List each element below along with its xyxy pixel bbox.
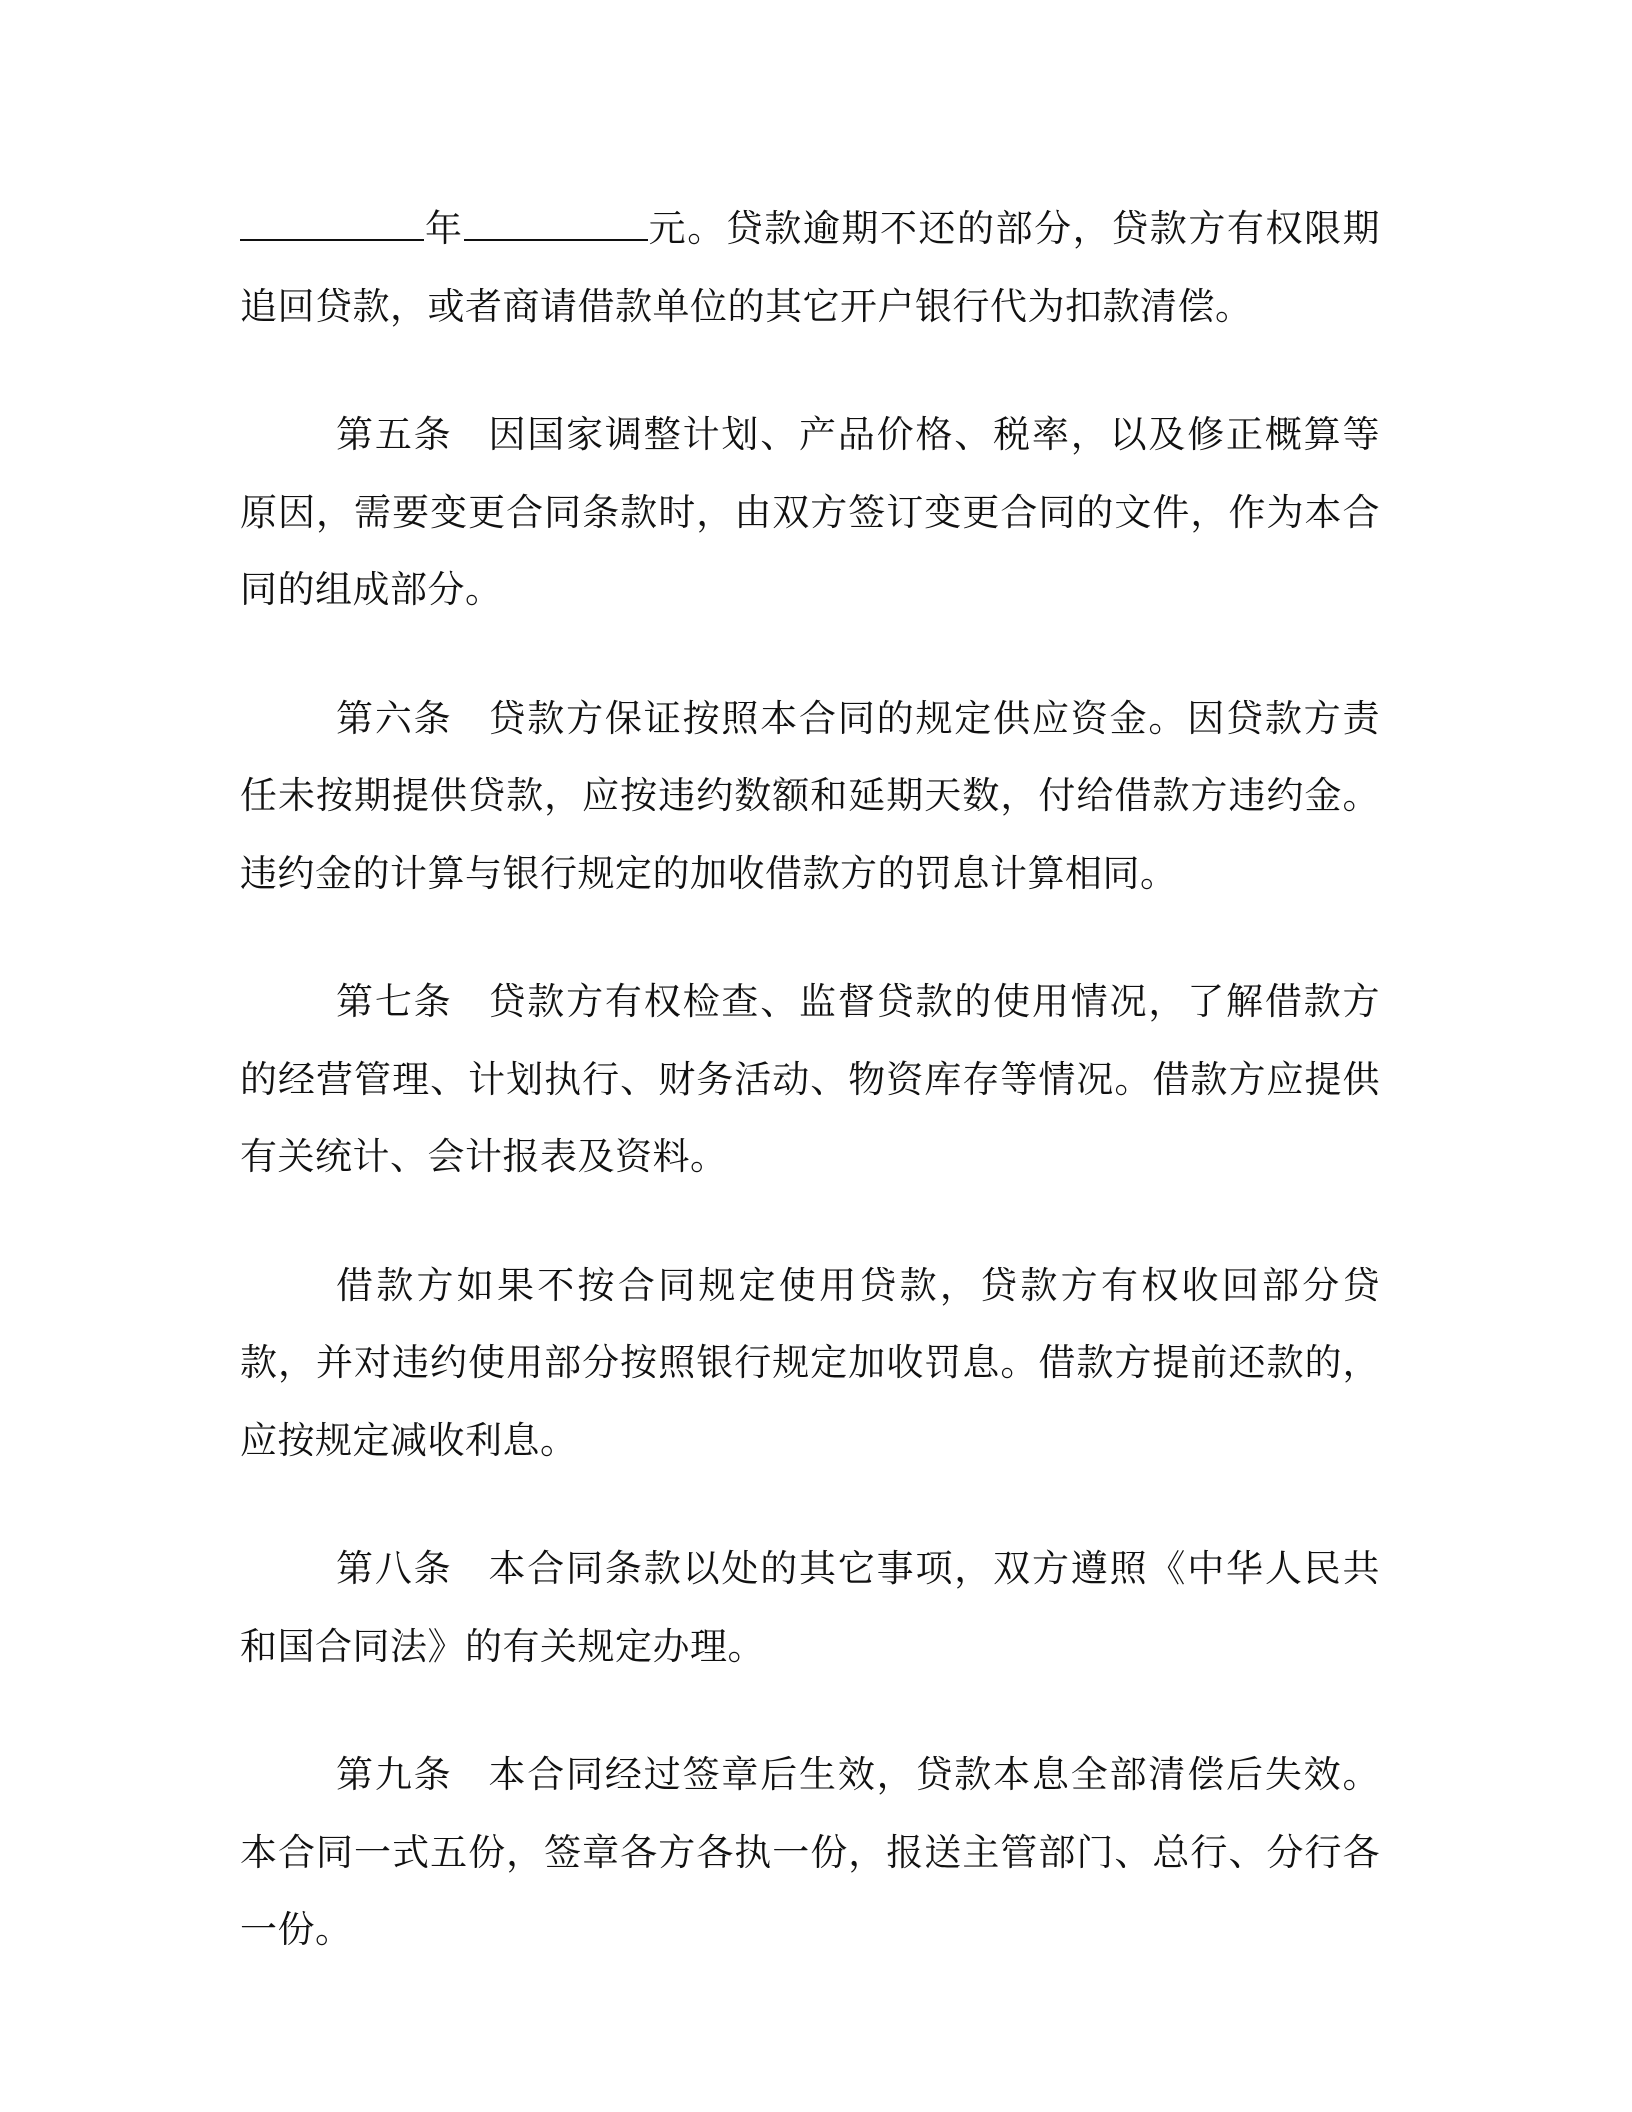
article-number: 第五条 bbox=[336, 413, 453, 456]
article-8 bbox=[240, 1530, 1380, 1685]
year-label: 年 bbox=[424, 207, 464, 250]
article-number: 第八条 bbox=[336, 1547, 453, 1590]
article-number: 第六条 bbox=[336, 696, 453, 740]
article-number: 第七条 bbox=[336, 980, 453, 1023]
paragraph-text: 元。贷款逾期不还的部分，贷款方有权限期追回贷款，或者商请借款单位的其它开户银行代为扣款清偿。 bbox=[240, 207, 1381, 328]
paragraph-repayment bbox=[240, 190, 1380, 345]
article-7 bbox=[240, 963, 1380, 1196]
article-text: 因国家调整计划、产品价格、税率，以及修正概算等原因，需要变更合同条款时，由双方签订变更合同的文件，作为本合同的组成部分。 bbox=[240, 413, 1381, 611]
blank-field-year bbox=[240, 209, 424, 241]
paragraph-text: 借款方如果不按合同规定使用贷款，贷款方有权收回部分贷款，并对违约使用部分按照银行规定加收罚息。借款方提前还款的，应按规定减收利息。 bbox=[240, 1263, 1380, 1462]
article-9 bbox=[240, 1736, 1380, 1969]
article-7-continued bbox=[240, 1247, 1380, 1480]
article-text: 贷款方有权检查、监督贷款的使用情况，了解借款方的经营管理、计划执行、财务活动、物资库存等情况。借款方应提供有关统计、会计报表及资料。 bbox=[240, 980, 1381, 1178]
article-number: 第九条 bbox=[336, 1753, 453, 1796]
article-5 bbox=[240, 396, 1380, 629]
article-text: 本合同经过签章后生效，贷款本息全部清偿后失效。本合同一式五份，签章各方各执一份，报送主管部门、总行、分行各一份。 bbox=[240, 1753, 1381, 1951]
article-text: 贷款方保证按照本合同的规定供应资金。因贷款方责任未按期提供贷款，应按违约数额和延期天数，付给借款方违约金。违约金的计算与银行规定的加收借款方的罚息计算相同。 bbox=[240, 696, 1381, 895]
article-6 bbox=[240, 680, 1380, 913]
article-text: 本合同条款以处的其它事项，双方遵照《中华人民共和国合同法》的有关规定办理。 bbox=[240, 1547, 1381, 1668]
document-page bbox=[240, 190, 1380, 2020]
blank-field-amount bbox=[464, 209, 648, 241]
